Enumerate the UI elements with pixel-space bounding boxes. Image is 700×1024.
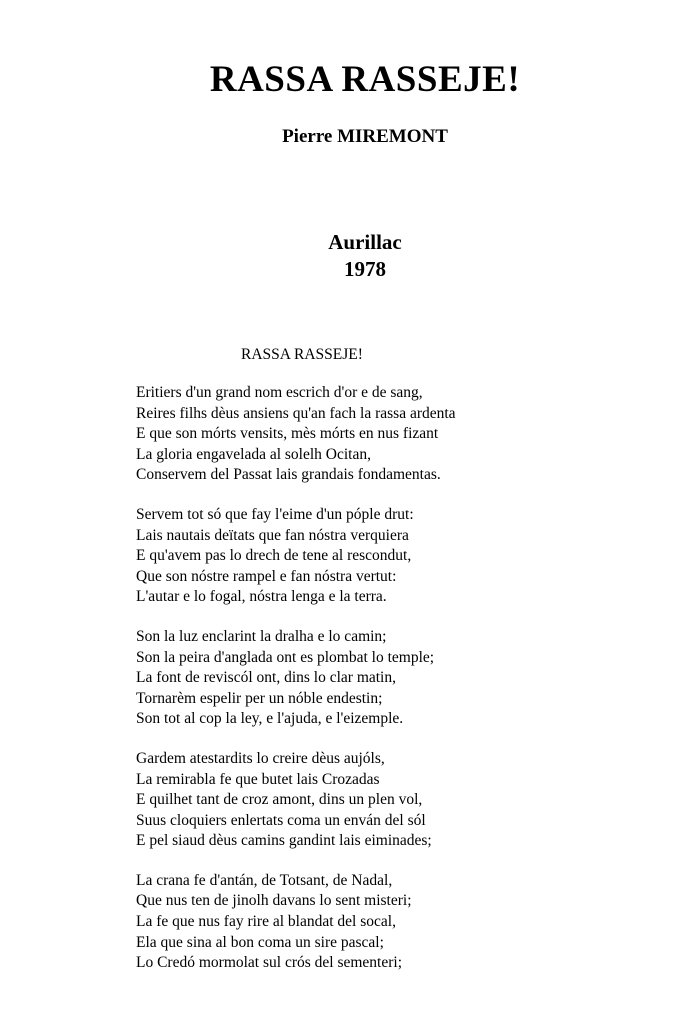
poem-line: Gardem atestardits lo creire dèus aujóls, bbox=[136, 749, 385, 767]
poem-line: Que son nóstre rampel e fan nóstra vertut: bbox=[136, 567, 397, 585]
poem-body bbox=[136, 383, 676, 993]
poem-line: Lo Credó mormolat sul crós del sementeri; bbox=[136, 954, 403, 972]
publication-year: 1978 bbox=[344, 257, 386, 281]
poem-line: La crana fe d'antán, de Totsant, de Nadal, bbox=[136, 871, 393, 889]
poem-line: Que nus ten de jinolh davans lo sent misteri; bbox=[136, 892, 412, 910]
poem-line: Tornarèm espelir per un nóble endestin; bbox=[136, 689, 383, 707]
poem-line: Lais nautais deïtats que fan nóstra verquiera bbox=[136, 526, 409, 544]
poem-line: Eritiers d'un grand nom escrich d'or e de sang, bbox=[136, 384, 423, 401]
poem-line: Suus cloquiers enlertats coma un enván del sól bbox=[136, 811, 426, 829]
stanza-3 bbox=[136, 627, 676, 730]
poem-line: La fe que nus fay rire al blandat del socal, bbox=[136, 913, 396, 931]
poem-line: Son la peira d'anglada ont es plombat lo temple; bbox=[136, 648, 435, 666]
poem-line: La remirabla fe que butet lais Crozadas bbox=[136, 770, 380, 788]
stanza-5 bbox=[136, 871, 676, 974]
poem-title: RASSA RASSEJE! bbox=[241, 346, 363, 363]
poem-line: L'autar e lo fogal, nóstra lenga e la terra. bbox=[136, 588, 387, 606]
poem-line: Son tot al cop la ley, e l'ajuda, e l'eizemple. bbox=[136, 710, 404, 728]
poem-line: E quilhet tant de croz amont, dins un plen vol, bbox=[136, 791, 423, 809]
poem-line: Conservem del Passat lais grandais fondamentas. bbox=[136, 466, 441, 484]
poem-line: Servem tot só que fay l'eime d'un póple drut: bbox=[136, 505, 414, 523]
stanza-2 bbox=[136, 505, 676, 608]
author-name: Pierre MIREMONT bbox=[282, 126, 448, 147]
publication-place: Aurillac bbox=[328, 230, 402, 254]
poem-line: La font de reviscól ont, dins lo clar matin, bbox=[136, 669, 396, 687]
stanza-4 bbox=[136, 749, 676, 852]
poem-line: Ela que sina al bon coma un sire pascal; bbox=[136, 933, 384, 951]
document-title: RASSA RASSEJE! bbox=[209, 59, 521, 100]
poem-line: E pel siaud dèus camins gandint lais eiminades; bbox=[136, 832, 432, 850]
stanza-1 bbox=[136, 383, 676, 486]
poem-line: E qu'avem pas lo drech de tene al rescondut, bbox=[136, 547, 412, 565]
poem-line: La gloria engavelada al solelh Ocitan, bbox=[136, 445, 371, 463]
poem-line: E que son mórts vensits, mès mórts en nus fizant bbox=[136, 425, 439, 443]
poem-line: Reires filhs dèus ansiens qu'an fach la rassa ardenta bbox=[136, 404, 456, 422]
poem-line: Son la luz enclarint la dralha e lo camin; bbox=[136, 627, 387, 645]
